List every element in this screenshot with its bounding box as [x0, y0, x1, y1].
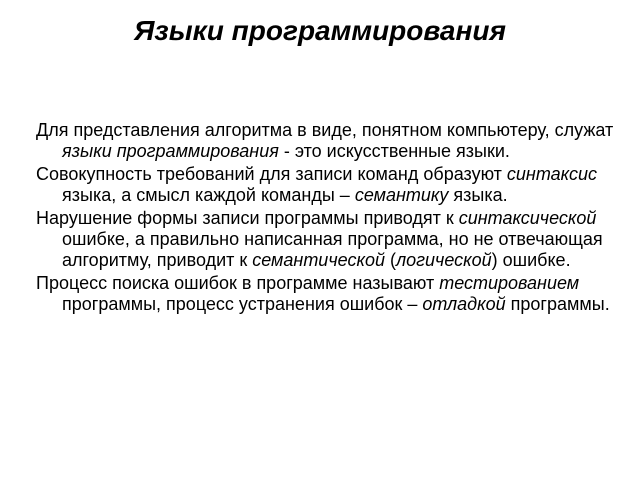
- emphasis-term: семантику: [354, 185, 449, 205]
- text-span: Для представления алгоритма в виде, понятном компьютеру, служат: [36, 120, 614, 140]
- paragraph-languages: [36, 120, 616, 162]
- text-span: - это искусственные языки.: [278, 141, 510, 161]
- text-span: ) ошибке.: [491, 250, 571, 270]
- paragraph-errors: [36, 208, 616, 271]
- emphasis-term: синтаксической: [458, 208, 597, 228]
- slide-title: Языки программирования: [134, 15, 506, 46]
- paragraph-syntax-semantics: [36, 164, 616, 206]
- text-span: программы, процесс устранения ошибок –: [62, 294, 423, 314]
- paragraph-testing-debugging: [36, 273, 616, 315]
- emphasis-term: отладкой: [422, 294, 506, 314]
- slide-body: [36, 120, 616, 317]
- emphasis-term: логической: [395, 250, 492, 270]
- text-span: Процесс поиска ошибок в программе называют: [36, 273, 440, 293]
- emphasis-term: языки программирования: [62, 141, 279, 161]
- text-span: программы.: [505, 294, 610, 314]
- text-span: языка, а смысл каждой команды –: [62, 185, 355, 205]
- text-span: Нарушение формы записи программы приводят к: [36, 208, 459, 228]
- text-span: языка.: [448, 185, 508, 205]
- emphasis-term: семантической: [252, 250, 385, 270]
- text-span: Совокупность требований для записи команд образуют: [36, 164, 507, 184]
- emphasis-term: тестированием: [439, 273, 580, 293]
- text-span: (: [384, 250, 396, 270]
- text-span: ошибке, а правильно написанная программа, но не отвечающая алгоритму, приводит к: [62, 229, 603, 270]
- emphasis-term: синтаксис: [506, 164, 597, 184]
